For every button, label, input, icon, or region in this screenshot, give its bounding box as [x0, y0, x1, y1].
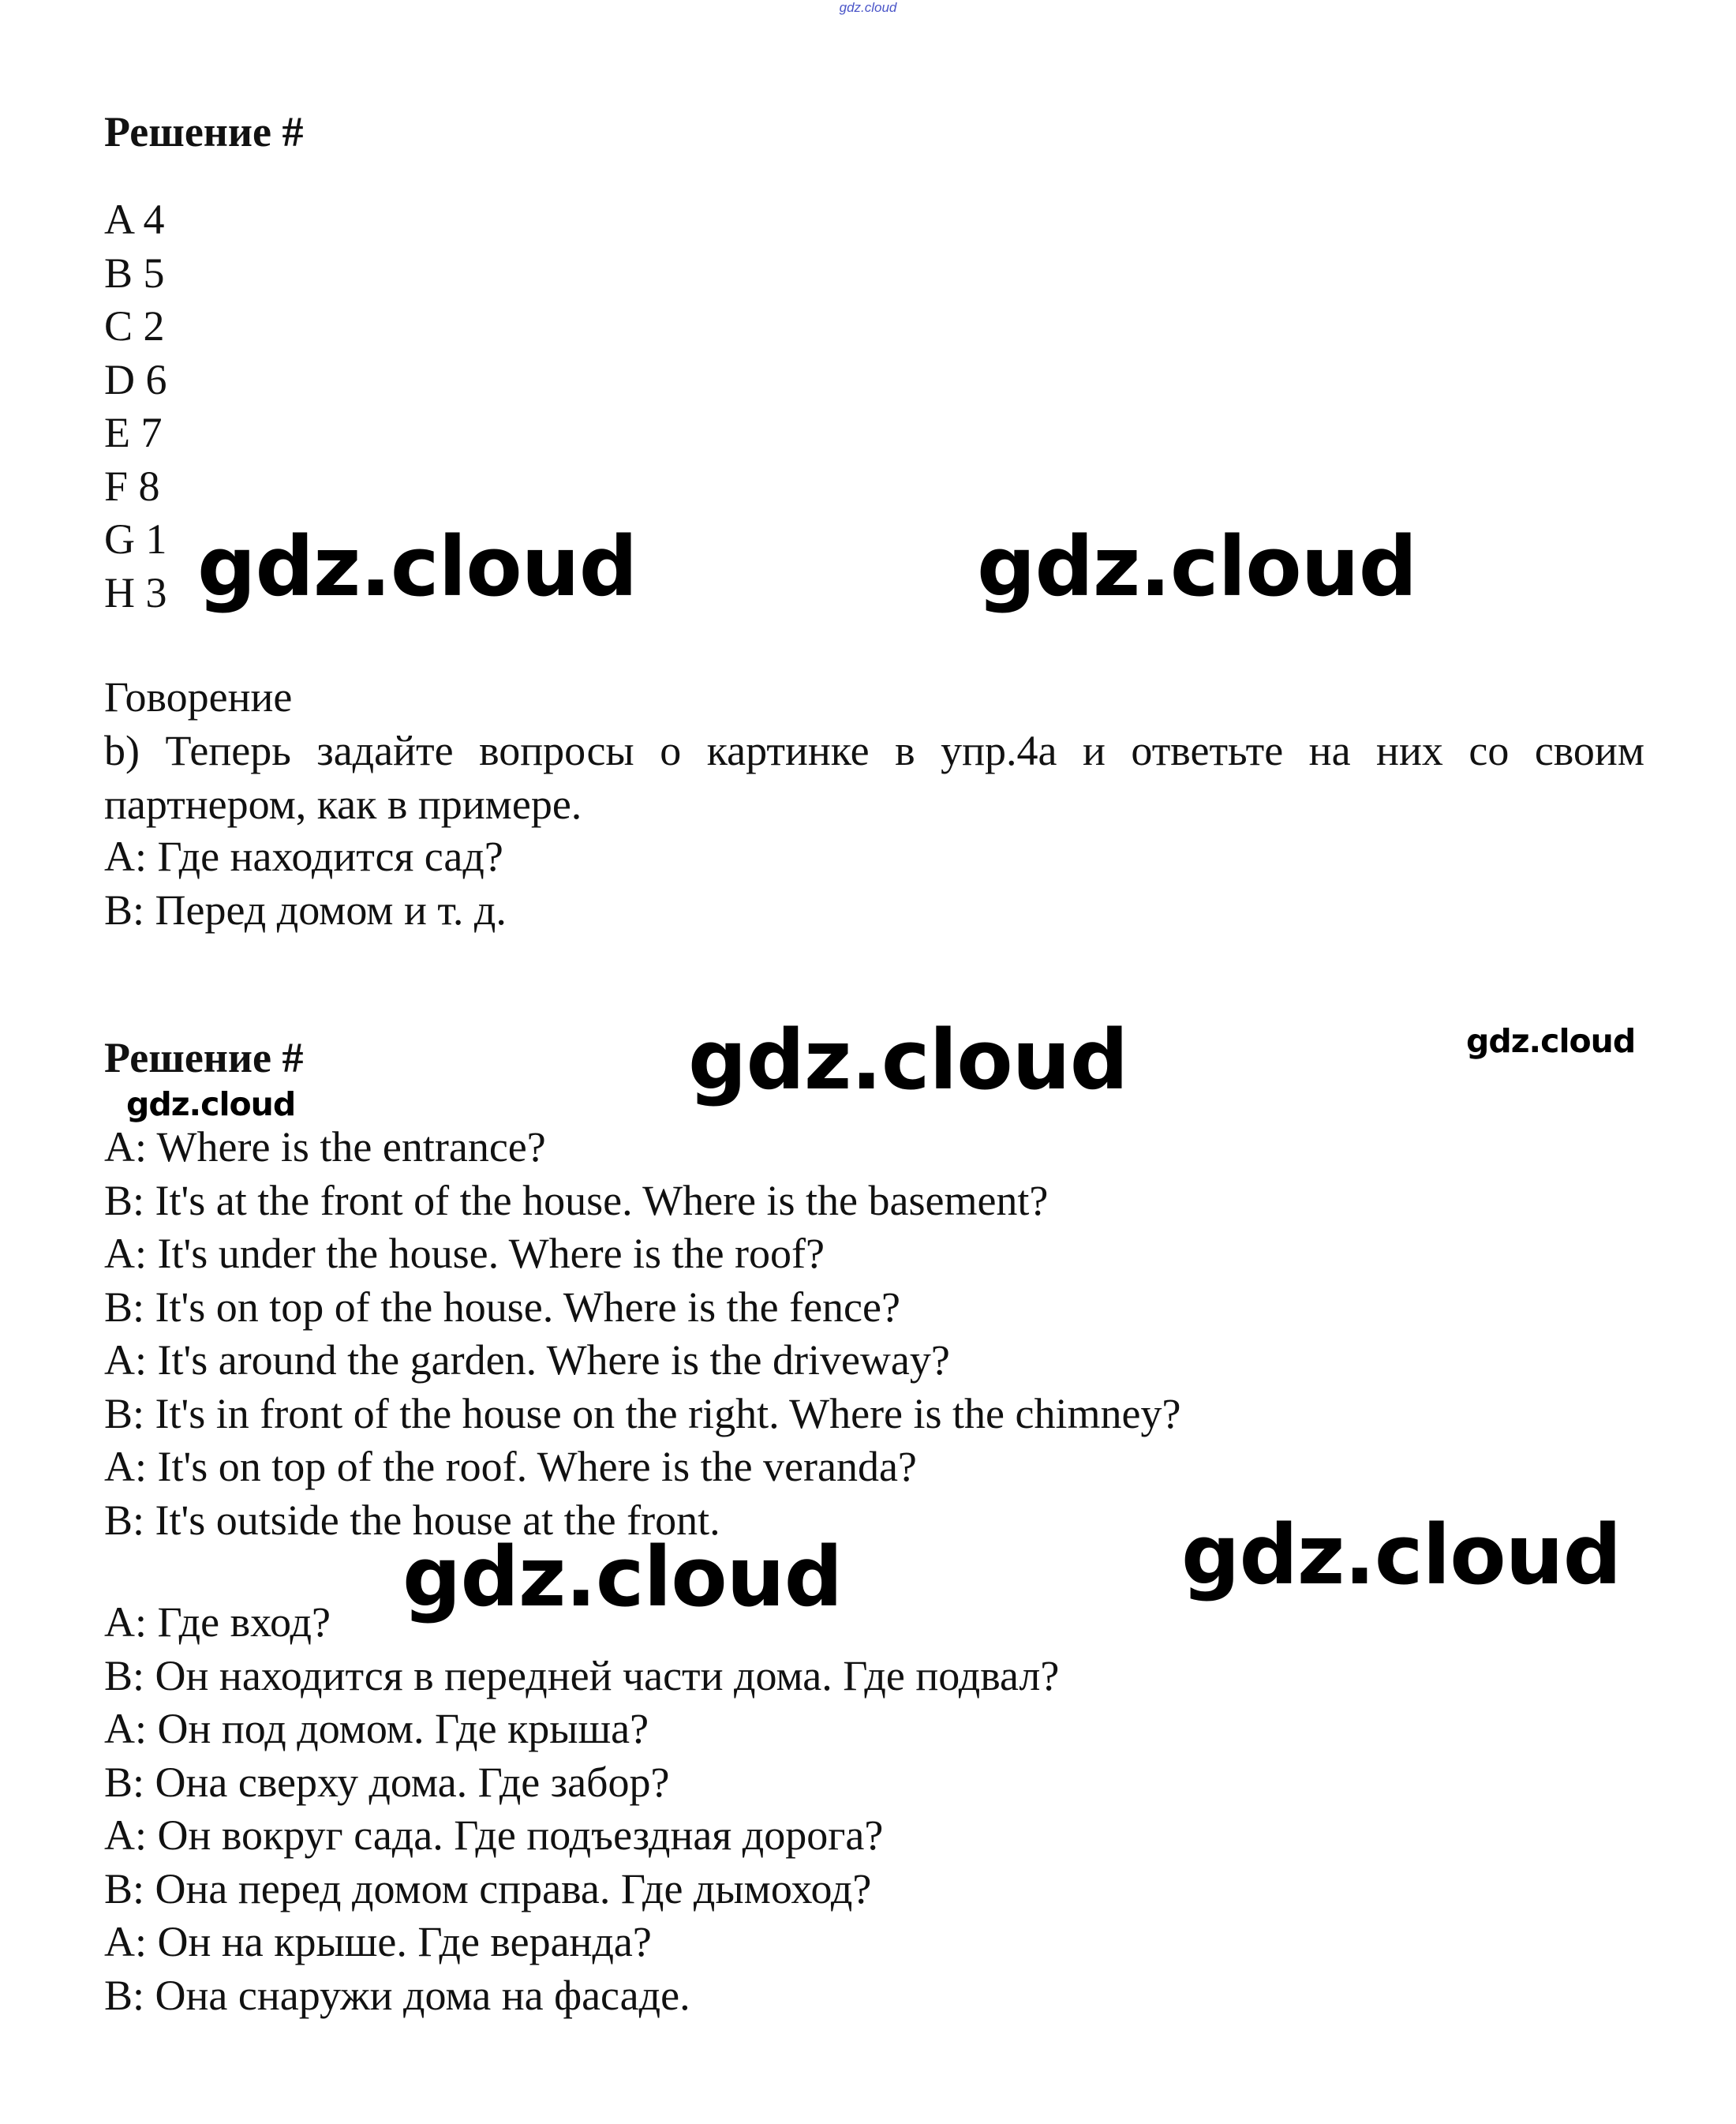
top-watermark: gdz.cloud — [839, 0, 897, 15]
example-line: B: Перед домом и т. д. — [104, 886, 507, 934]
solution-heading-2: Решение # — [104, 1034, 304, 1081]
dialogue-line: A: Where is the entrance? — [104, 1123, 546, 1171]
answer-item: A 4 — [104, 196, 165, 243]
answer-item: C 2 — [104, 302, 165, 350]
dialogue-line: A: Где вход? — [104, 1598, 331, 1646]
dialogue-line: B: It's on top of the house. Where is the fence? — [104, 1283, 900, 1331]
watermark: gdz.cloud — [688, 1012, 1128, 1108]
watermark: gdz.cloud — [126, 1085, 296, 1123]
answer-item: B 5 — [104, 249, 165, 297]
speaking-task: b) Теперь задайте вопросы о картинке в упр.4a и ответьте на них со своим партнером, как в примере. — [104, 727, 1644, 828]
dialogue-line: A: It's under the house. Where is the roof? — [104, 1230, 825, 1277]
answer-item: F 8 — [104, 462, 160, 510]
dialogue-line: B: It's in front of the house on the right. Where is the chimney? — [104, 1389, 1181, 1437]
speaking-example — [104, 830, 507, 937]
watermark: gdz.cloud — [977, 519, 1417, 615]
answer-list — [104, 193, 167, 620]
answer-item: D 6 — [104, 355, 167, 403]
speaking-title: Говорение — [104, 673, 293, 721]
dialogue-line: B: Он находится в передней части дома. Где подвал? — [104, 1651, 1060, 1699]
english-dialogue — [104, 1121, 1180, 1547]
watermark: gdz.cloud — [1181, 1507, 1622, 1603]
watermark: gdz.cloud — [197, 519, 638, 615]
russian-dialogue — [104, 1596, 1059, 2022]
example-line: A: Где находится сад? — [104, 833, 503, 880]
watermark: gdz.cloud — [1466, 1022, 1636, 1060]
answer-item: H 3 — [104, 568, 167, 616]
dialogue-line: A: It's on top of the roof. Where is the veranda? — [104, 1443, 917, 1490]
dialogue-line: A: It's around the garden. Where is the driveway? — [104, 1336, 950, 1384]
dialogue-line: B: It's at the front of the house. Where is the basement? — [104, 1176, 1049, 1224]
answer-item: E 7 — [104, 409, 163, 456]
answer-item: G 1 — [104, 515, 167, 563]
watermark: gdz.cloud — [402, 1529, 843, 1625]
dialogue-line: B: Она сверху дома. Где забор? — [104, 1758, 670, 1806]
dialogue-line: B: Она снаружи дома на фасаде. — [104, 1971, 690, 2019]
dialogue-line: A: Он на крыше. Где веранда? — [104, 1918, 652, 1965]
dialogue-line: B: It's outside the house at the front. — [104, 1496, 720, 1544]
solution-heading-1: Решение # — [104, 108, 304, 155]
dialogue-line: A: Он под домом. Где крыша? — [104, 1705, 649, 1752]
dialogue-line: A: Он вокруг сада. Где подъездная дорога? — [104, 1811, 884, 1859]
dialogue-line: B: Она перед домом справа. Где дымоход? — [104, 1864, 872, 1912]
